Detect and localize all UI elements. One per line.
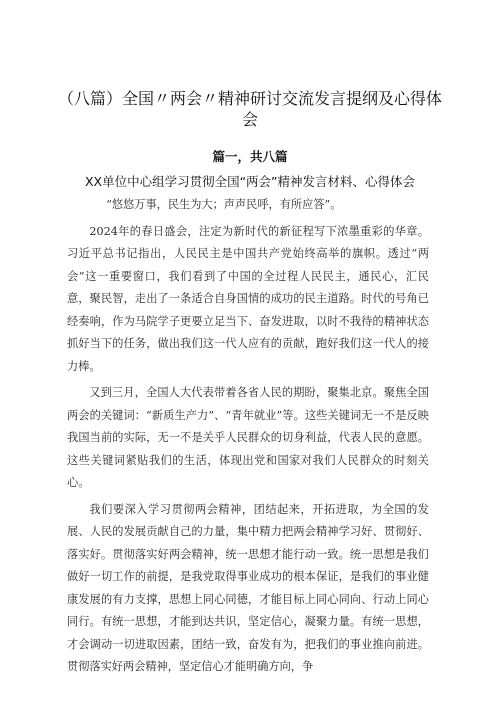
document-title: （八篇）全国〃两会〃精神研讨交流发言提纲及心得体会 (57, 89, 442, 129)
section-heading: 篇一，共八篇 (212, 149, 288, 164)
sub-heading: XX单位中心组学习贯彻全国“两会”精神发言材料、心得体会 (84, 174, 416, 189)
paragraph: 2024年的春日盛会，注定为新时代的新征程写下浓墨重彩的华章。习近平总书记指出，人民民主是中国共产党始终高举的旗帜。透过“两会”这一重要窗口，我们看到了中国的全过程人民民主，通民心，汇民意，聚民智，走出了一条适合自身国情的成功的民主道路。时代的号角已经奏响，作为马院学子更要立足当下、奋发进取，以时不我待的精神状态抓好当下的任务，做出我们这一代人应有的贡献，跑好我们这一代人的接力棒。 (67, 224, 429, 373)
paragraph: 又到三月，全国人大代表带着各省人民的期盼，聚集北京。聚焦全国两会的关键词：“新质生产力”、“青年就业”等。这些关键词无一不是反映我国当前的实际，无一不是关乎人民群众的切身利益，代表人民的意愿。这些关键词紧贴我们的生活，体现出党和国家对我们人民群众的时刻关心。 (67, 386, 429, 489)
paragraph: 我们要深入学习贯彻两会精神，团结起来，开拓进取，为全国的发展、人民的发展贡献自己的力量，集中精力把两会精神学习好、贯彻好、落实好。贯彻落实好两会精神，统一思想才能行动一致。统一思想是我们做好一切工作的前提，是我党取得事业成功的根本保证，是我们的事业健康发展的有力支撑，思想上同心同德，才能目标上同心同向、行动上同心同行。有统一思想，才能到达共识，坚定信心，凝聚力量。有统一思想，才会调动一切进取因素，团结一致，奋发有为，把我们的事业推向前进。贯彻落实好两会精神，坚定信心才能明确方向，争 (67, 502, 429, 673)
body-text (67, 194, 429, 679)
paragraph-quote: “悠悠万事，民生为大；声声民呼，有所应答”。 (106, 198, 342, 211)
